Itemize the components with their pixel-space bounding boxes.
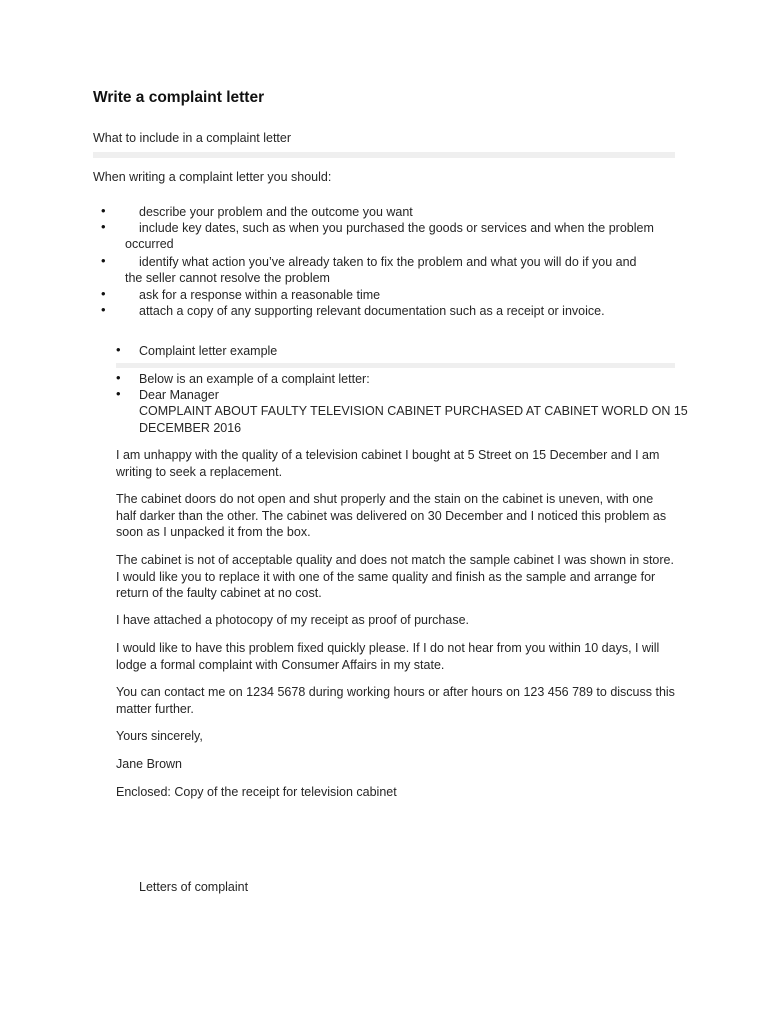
bullet-glyph: • xyxy=(116,386,121,401)
bullet-glyph: • xyxy=(101,219,106,234)
bullet-glyph: • xyxy=(101,286,106,301)
letter-paragraph: You can contact me on 1234 5678 during working hours or after hours on 123 456 789 to discuss this matter further. xyxy=(116,685,675,716)
bullet-glyph: • xyxy=(116,370,121,385)
letter-signature: Jane Brown xyxy=(116,757,183,771)
checklist-item: attach a copy of any supporting relevant documentation such as a receipt or invoice. xyxy=(139,304,605,318)
bullet-glyph: • xyxy=(101,253,106,268)
checklist-item: include key dates, such as when you purchased the goods or services and when the problem xyxy=(139,221,654,235)
example-divider xyxy=(116,363,675,368)
checklist-item-continued: occurred xyxy=(125,237,174,251)
letter-salutation: Dear Manager xyxy=(139,388,219,402)
letter-paragraph: I am unhappy with the quality of a television cabinet I bought at 5 Street on 15 December and I am writing to seek a replacement. xyxy=(116,448,660,479)
section-subtitle: What to include in a complaint letter xyxy=(93,131,292,145)
letters-of-complaint-link[interactable]: Letters of complaint xyxy=(139,880,249,894)
checklist-item: ask for a response within a reasonable time xyxy=(139,288,381,302)
example-heading: Complaint letter example xyxy=(139,344,278,358)
checklist-item-continued: the seller cannot resolve the problem xyxy=(125,271,330,285)
intro-text: When writing a complaint letter you should: xyxy=(93,170,332,184)
checklist-item: identify what action you’ve already taken to fix the problem and what you will do if you and xyxy=(139,255,637,269)
letter-paragraph: The cabinet is not of acceptable quality and does not match the sample cabinet I was shown in store. I would like you to replace it with one of the same quality and finish as the sample and arrange for return of the faulty cabinet at no cost. xyxy=(116,553,674,600)
example-intro: Below is an example of a complaint letter: xyxy=(139,372,370,386)
bullet-glyph: • xyxy=(116,342,121,357)
bullet-glyph: • xyxy=(101,203,106,218)
bullet-glyph: • xyxy=(101,302,106,317)
section-divider xyxy=(93,152,675,158)
letter-subject-continued: DECEMBER 2016 xyxy=(139,421,242,435)
letter-subject: COMPLAINT ABOUT FAULTY TELEVISION CABINET PURCHASED AT CABINET WORLD ON 15 xyxy=(139,404,688,418)
checklist-item: describe your problem and the outcome you want xyxy=(139,205,413,219)
letter-closing: Yours sincerely, xyxy=(116,729,203,743)
letter-enclosure: Enclosed: Copy of the receipt for television cabinet xyxy=(116,785,397,799)
page-title: Write a complaint letter xyxy=(93,89,265,106)
letter-paragraph: I would like to have this problem fixed quickly please. If I do not hear from you within 10 days, I will lodge a formal complaint with Consumer Affairs in my state. xyxy=(116,641,660,672)
letter-paragraph: The cabinet doors do not open and shut properly and the stain on the cabinet is uneven, with one half darker than the other. The cabinet was delivered on 30 December and I noticed this problem as soon as I unpacked it from the box. xyxy=(116,492,667,539)
letter-paragraph: I have attached a photocopy of my receipt as proof of purchase. xyxy=(116,613,469,627)
